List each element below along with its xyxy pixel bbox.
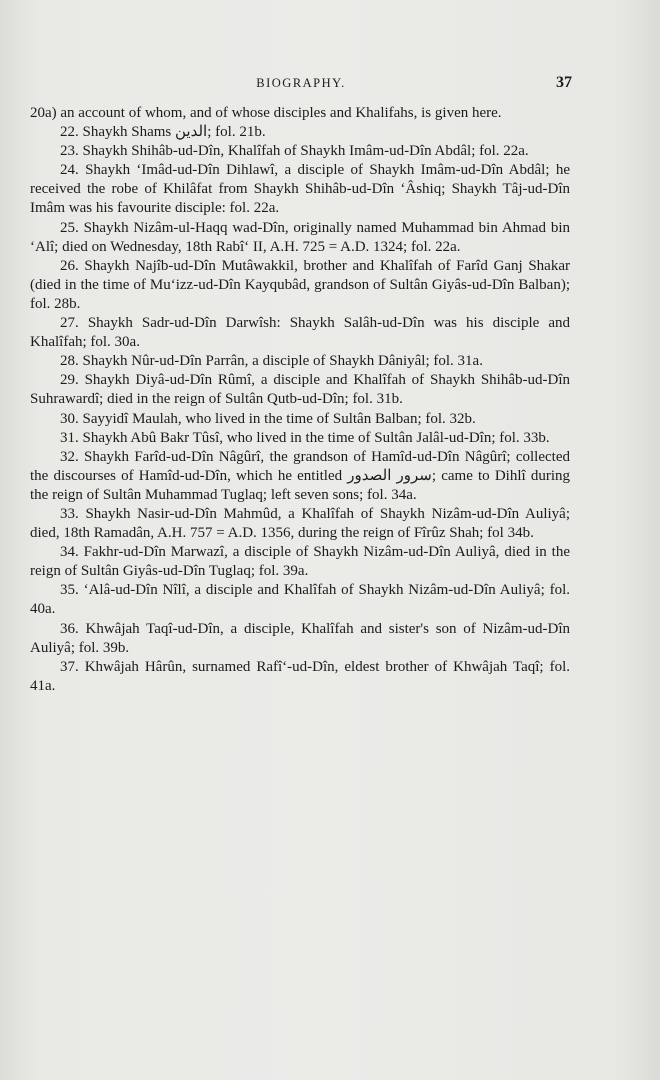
entry-30: 30. Sayyidî Maulah, who lived in the time of Sultân Balban; fol. 32b.: [60, 410, 476, 427]
entry-34: 34. Fakhr-ud-Dîn Marwazî, a disciple of Shaykh Nizâm-ud-Dîn Auliyâ, died in the reign of Sultân Giyâs-ud-Dîn Tuglaq; fol. 39a.: [30, 544, 570, 580]
entry-36: 36. Khwâjah Taqî-ud-Dîn, a disciple, Khalîfah and sister's son of Nizâm-ud-Dîn Auliyâ; fol. 39b.: [30, 620, 570, 656]
entry-32: 32. Shaykh Farîd-ud-Dîn Nâgûrî, the grandson of Hamîd-ud-Dîn Nâgûrî; collected the discourses of Hamîd-ud-Dîn, which he entitled سرور الصدور; came to Dihlî during the reign of Sultân Muhammad Tuglaq; left seven sons; fol. 34a.: [30, 448, 570, 503]
entry-26: 26. Shaykh Najîb-ud-Dîn Mutâwakkil, brother and Khalîfah of Farîd Ganj Shakar (died in the time of Mu‘izz-ud-Dîn Kayqubâd, grandson of Sultân Giyâs-ud-Dîn Balban); fol. 28b.: [30, 257, 570, 312]
page-number: 37: [556, 74, 572, 91]
running-title: BIOGRAPHY.: [256, 76, 346, 90]
entry-35: 35. ‘Alâ-ud-Dîn Nîlî, a disciple and Khalîfah of Shaykh Nizâm-ud-Dîn Auliyâ; fol. 40a.: [30, 582, 570, 618]
entry-22: 22. Shaykh Shams الدين; fol. 21b.: [60, 124, 266, 141]
entry-31: 31. Shaykh Abû Bakr Tûsî, who lived in the time of Sultân Jalâl-ud-Dîn; fol. 33b.: [60, 429, 550, 446]
entry-27: 27. Shaykh Sadr-ud-Dîn Darwîsh: Shaykh Salâh-ud-Dîn was his disciple and Khalîfah; fol. 30a.: [30, 315, 570, 351]
entry-24: 24. Shaykh ‘Imâd-ud-Dîn Dihlawî, a disciple of Shaykh Imâm-ud-Dîn Abdâl; he received the robe of Khilâfat from Shaykh Shihâb-ud-Dîn ‘Âshiq; Shaykh Tâj-ud-Dîn Imâm was his favourite disciple: fol. 22a.: [30, 162, 570, 217]
entry-25: 25. Shaykh Nizâm-ul-Haqq wad-Dîn, originally named Muhammad bin Ahmad bin ‘Alî; died on Wednesday, 18th Rabî‘ II, A.H. 725 = A.D. 1324; fol. 22a.: [30, 219, 570, 255]
page-body: [30, 104, 570, 696]
entry-23: 23. Shaykh Shihâb-ud-Dîn, Khalîfah of Shaykh Imâm-ud-Dîn Abdâl; fol. 22a.: [60, 143, 529, 160]
entry-33: 33. Shaykh Nasir-ud-Dîn Mahmûd, a Khalîfah of Shaykh Nizâm-ud-Dîn Auliyâ; died, 18th Ramadân, A.H. 757 = A.D. 1356, during the reign of Fîrûz Shah; fol 34b.: [30, 505, 570, 542]
continuation-paragraph: 20a) an account of whom, and of whose disciples and Khalifahs, is given here.: [30, 105, 502, 121]
entry-28: 28. Shaykh Nûr-ud-Dîn Parrân, a disciple of Shaykh Dâniyâl; fol. 31a.: [60, 353, 483, 370]
entry-29: 29. Shaykh Diyâ-ud-Dîn Rûmî, a disciple and Khalîfah of Shaykh Shihâb-ud-Dîn Suhrawardî; died in the reign of Sultân Qutb-ud-Dîn; fol. 31b.: [30, 372, 570, 408]
entry-37: 37. Khwâjah Hârûn, surnamed Rafî‘-ud-Dîn, eldest brother of Khwâjah Taqî; fol. 41a.: [30, 658, 570, 694]
